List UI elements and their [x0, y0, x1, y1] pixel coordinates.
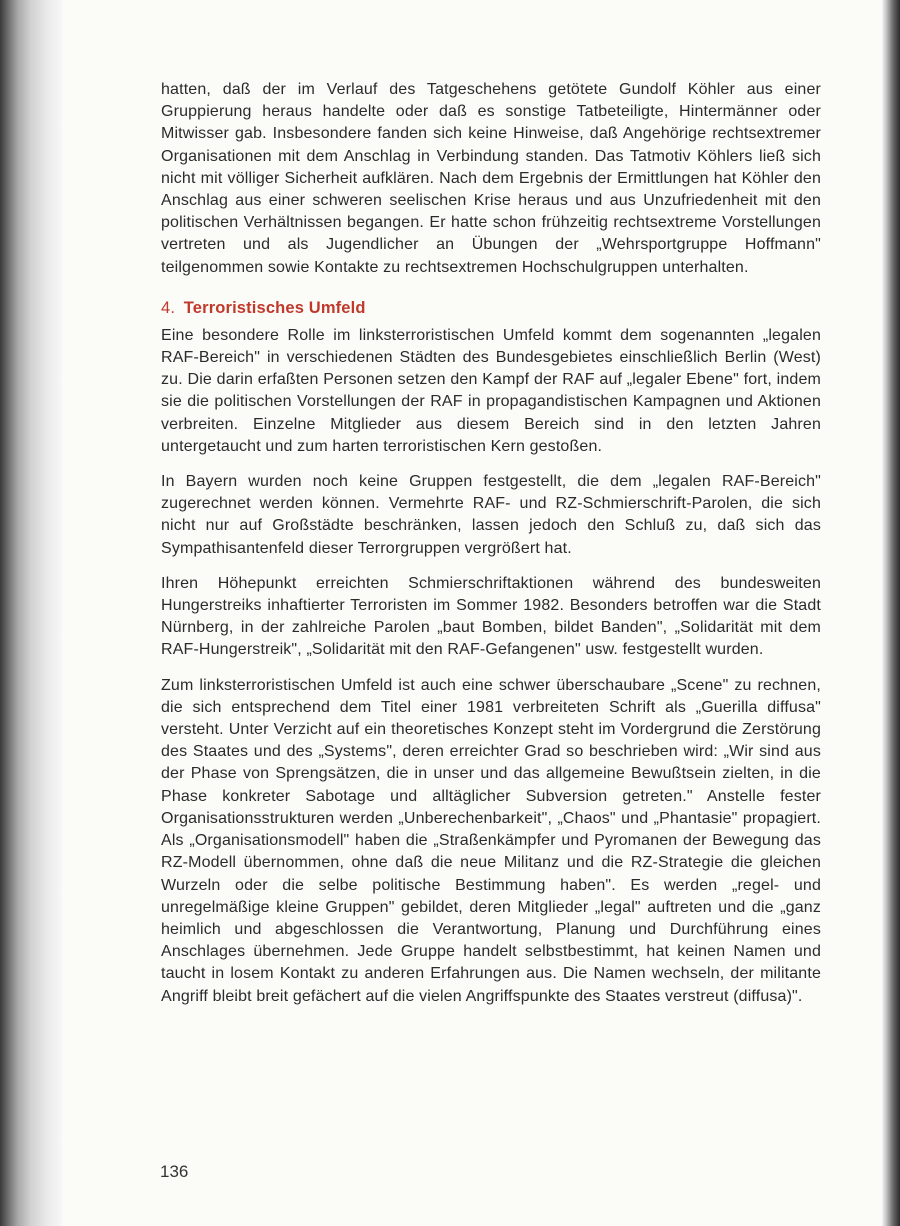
body-text: [161, 79, 821, 1021]
paragraph-guerilla-diffusa: Zum linksterroristischen Umfeld ist auch eine schwer überschaubare „Scene" zu rechnen, die sich entsprechend dem Titel einer 1981 verbreiteten Schrift als „Guerilla diffusa" versteht. Unter Verzicht auf ein theoretisches Konzept steht im Vordergrund die Zerstörung des Staates und des „Systems", deren erreichter Grad so beschrieben wird: „Wir sind aus der Phase von Sprengsätzen, die in unser und das allgemeine Bewußtsein zielten, in die Phase konkreter Sabotage und alltäglicher Subversion getreten." Anstelle fester Organisationsstrukturen werden „Unberechenbarkeit", „Chaos" und „Phantasie" propagiert. Als „Organisationsmodell" haben die „Straßenkämpfer und Pyromanen der Bewegung das RZ-Modell übernommen, ohne daß die neue Militanz und die RZ-Strategie die gleichen Wurzeln oder die selbe politische Bestimmung haben". Es werden „regel- und unregelmäßige kleine Gruppen" gebildet, deren Mitglieder „legal" auftreten und die „ganz heimlich und abgeschlossen die Verantwortung, Planung und Durchführung eines Anschlages übernehmen. Jede Gruppe handelt selbstbestimmt, hat keinen Namen und taucht in losem Kontakt zu anderen Erfahrungen aus. Die Namen wechseln, der militante Angriff bleibt breit gefächert auf die vielen Angriffspunkte des Staates verstreut (diffusa)".: [161, 676, 821, 1005]
book-gutter-shadow: [0, 0, 62, 1226]
paragraph-continued: hatten, daß der im Verlauf des Tatgeschehens getötete Gundolf Köhler aus einer Gruppierung heraus handelte oder daß es sonstige Tatbeteiligte, Hintermänner oder Mitwisser gab. Insbesondere fanden sich keine Hinweise, daß Angehörige rechtsextremer Organisationen mit dem Anschlag in Verbindung standen. Das Tatmotiv Köhlers ließ sich nicht mit völliger Sicherheit aufklären. Nach dem Ergebnis der Ermittlungen hat Köhler den Anschlag aus einer schweren seelischen Krise heraus und aus Unzufriedenheit mit den politischen Verhältnissen begangen. Er hatte schon frühzeitig rechtsextreme Vorstellungen vertreten und als Jugendlicher an Übungen der „Wehrsportgruppe Hoffmann" teilgenommen sowie Kontakte zu rechtsextremen Hochschulgruppen unterhalten.: [161, 81, 821, 276]
section-title: Terroristisches Umfeld: [183, 298, 366, 317]
section-heading: [161, 297, 821, 319]
page-edge-shadow: [882, 0, 900, 1226]
page-number: 136: [160, 1162, 189, 1181]
section-number: 4.: [161, 298, 176, 317]
paragraph-hungerstreik: Ihren Höhepunkt erreichten Schmierschriftaktionen während des bundesweiten Hungerstreiks inhaftierter Terroristen im Sommer 1982. Besonders betroffen war die Stadt Nürnberg, in der zahlreiche Parolen „baut Bomben, bildet Banden", „Solidarität mit dem RAF-Hungerstreik", „Solidarität mit den RAF-Gefangenen" usw. festgestellt wurden.: [161, 574, 821, 659]
paragraph-bayern: In Bayern wurden noch keine Gruppen festgestellt, die dem „legalen RAF-Bereich" zugerechnet werden können. Vermehrte RAF- und RZ-Schmierschrift-Parolen, die sich nicht nur auf Großstädte beschränken, lassen jedoch den Schluß zu, daß sich das Sympathisantenfeld dieser Terrorgruppen vergrößert hat.: [161, 473, 821, 557]
paragraph-legal-raf: Eine besondere Rolle im linksterroristischen Umfeld kommt dem sogenannten „legalen RAF-Bereich" in verschiedenen Städten des Bundesgebietes einschließlich Berlin (West) zu. Die darin erfaßten Personen setzen den Kampf der RAF auf „legaler Ebene" fort, indem sie die politischen Vorstellungen der RAF in propagandistischen Kampagnen und Aktionen verbreiten. Einzelne Mitglieder aus diesem Bereich sind in den letzten Jahren untergetaucht und zum harten terroristischen Kern gestoßen.: [161, 326, 821, 455]
